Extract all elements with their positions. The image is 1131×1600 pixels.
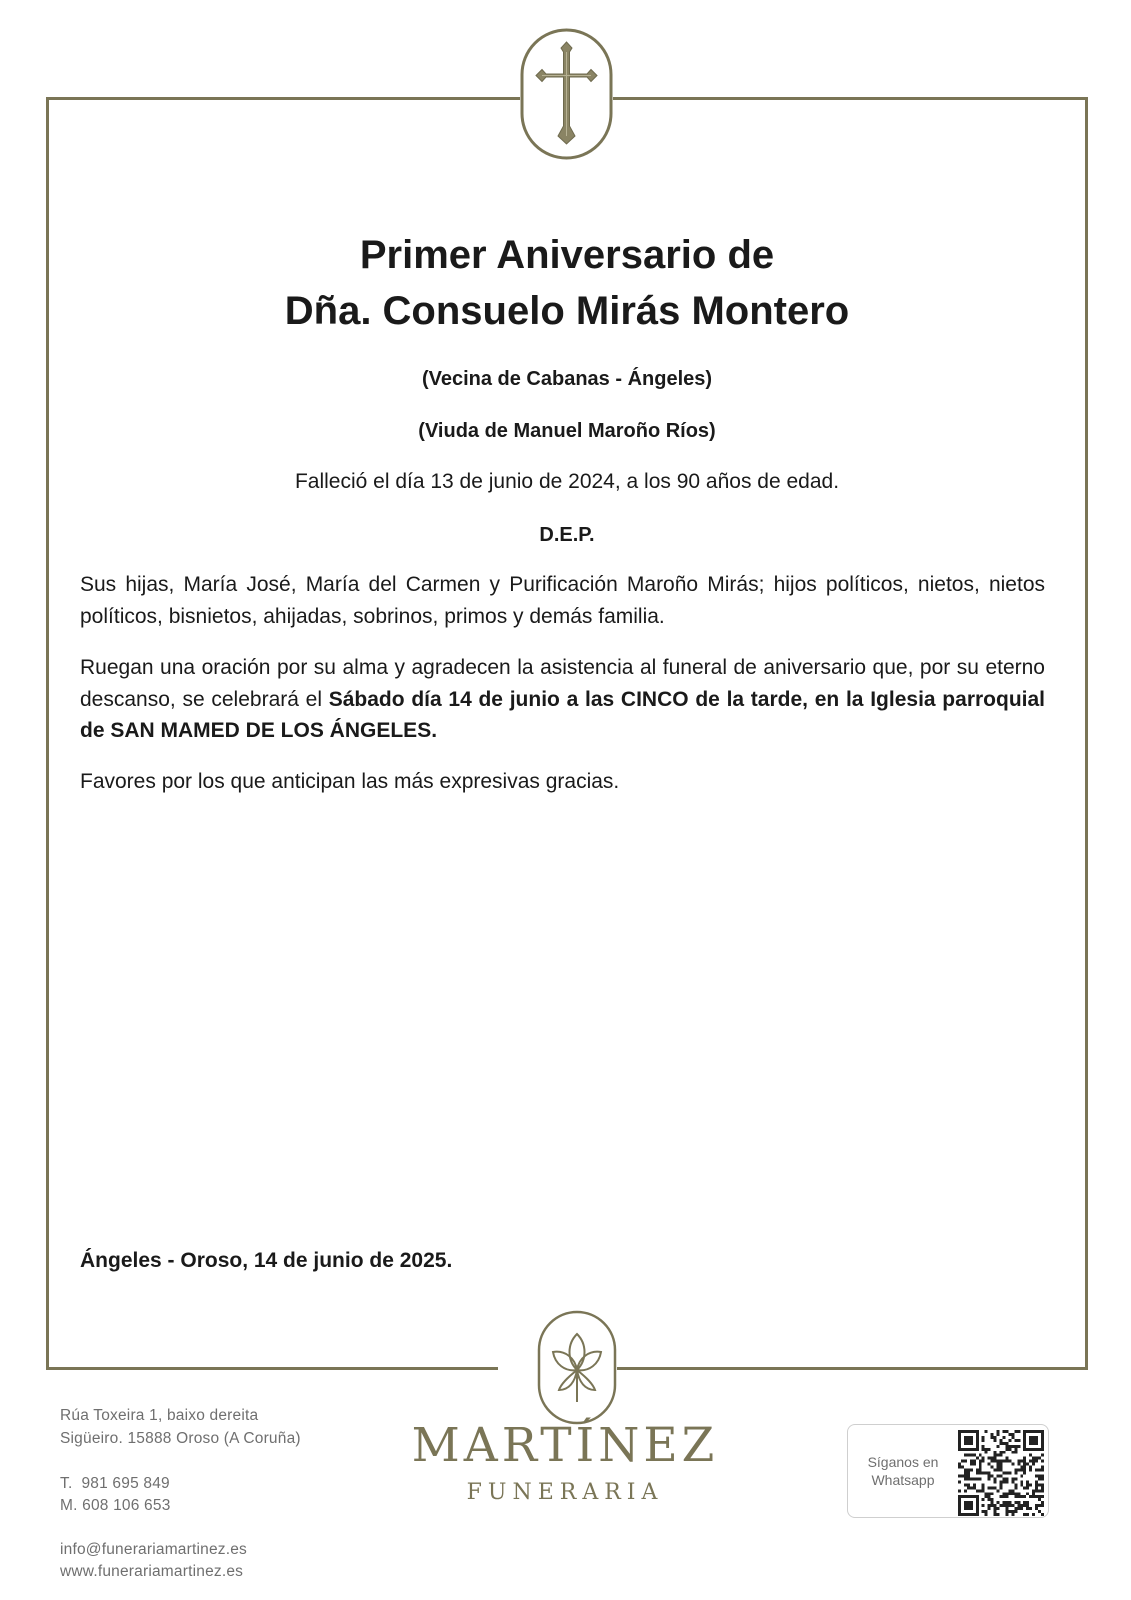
request-paragraph [80,652,1045,747]
whatsapp-line1: Síganos en [867,1454,939,1470]
phone-number: T. 981 695 849 [60,1475,170,1492]
subtitle-neighbor: (Vecina de Cabanas - Ángeles) [421,368,713,390]
frame-right-border [1085,97,1088,1370]
frame-bottom-border-right [613,1367,1088,1370]
rip-text: D.E.P. [539,524,595,546]
leaf-logo-icon [537,1310,617,1425]
subtitle-widow: (Viuda de Manuel Maroño Ríos) [418,420,716,442]
website-link[interactable]: www.funerariamartinez.es [60,1563,244,1580]
notice-title-line2: Dña. Consuelo Mirás Montero [284,289,850,333]
family-paragraph: Sus hijas, María José, María del Carmen y Purificación Maroño Mirás; hijos políticos, nietos, nietos políticos, bisnietos, ahijadas, sobrinos, primos y demás familia. [80,573,1045,628]
request-intro: Ruegan una oración por su alma y agradecen la asistencia al funeral de aniversario que, por su eterno descanso, se celebrará el [80,656,1045,711]
death-info: Falleció el día 13 de junio de 2024, a los 90 años de edad. [294,470,840,493]
whatsapp-box[interactable] [847,1424,1049,1518]
whatsapp-line2: Whatsapp [871,1472,935,1488]
request-event-details: Sábado día 14 de junio a las CINCO de la tarde, en la Iglesia parroquial de SAN MAMED DE LOS ÁNGELES. [80,687,1045,742]
place-date: Ángeles - Oroso, 14 de junio de 2025. [80,1249,453,1272]
notice-title-line1: Primer Aniversario de [359,233,775,277]
brand-subtitle: FUNERARIA [466,1480,664,1505]
frame-bottom-border-left [46,1367,498,1370]
brand-name: MARTÍNEZ [411,1418,719,1473]
thanks-paragraph: Favores por los que anticipan las más expresivas gracias. [80,770,620,793]
brand-logo [400,1418,730,1508]
address-line2: Sigüeiro. 15888 Oroso (A Coruña) [60,1430,301,1447]
email-link[interactable]: info@funerariamartinez.es [60,1541,248,1558]
cross-icon [520,28,613,160]
mobile-number: M. 608 106 653 [60,1497,171,1514]
whatsapp-label [858,1453,948,1489]
qr-code-icon[interactable] [958,1430,1044,1516]
address-line1: Rúa Toxeira 1, baixo dereita [60,1407,259,1424]
